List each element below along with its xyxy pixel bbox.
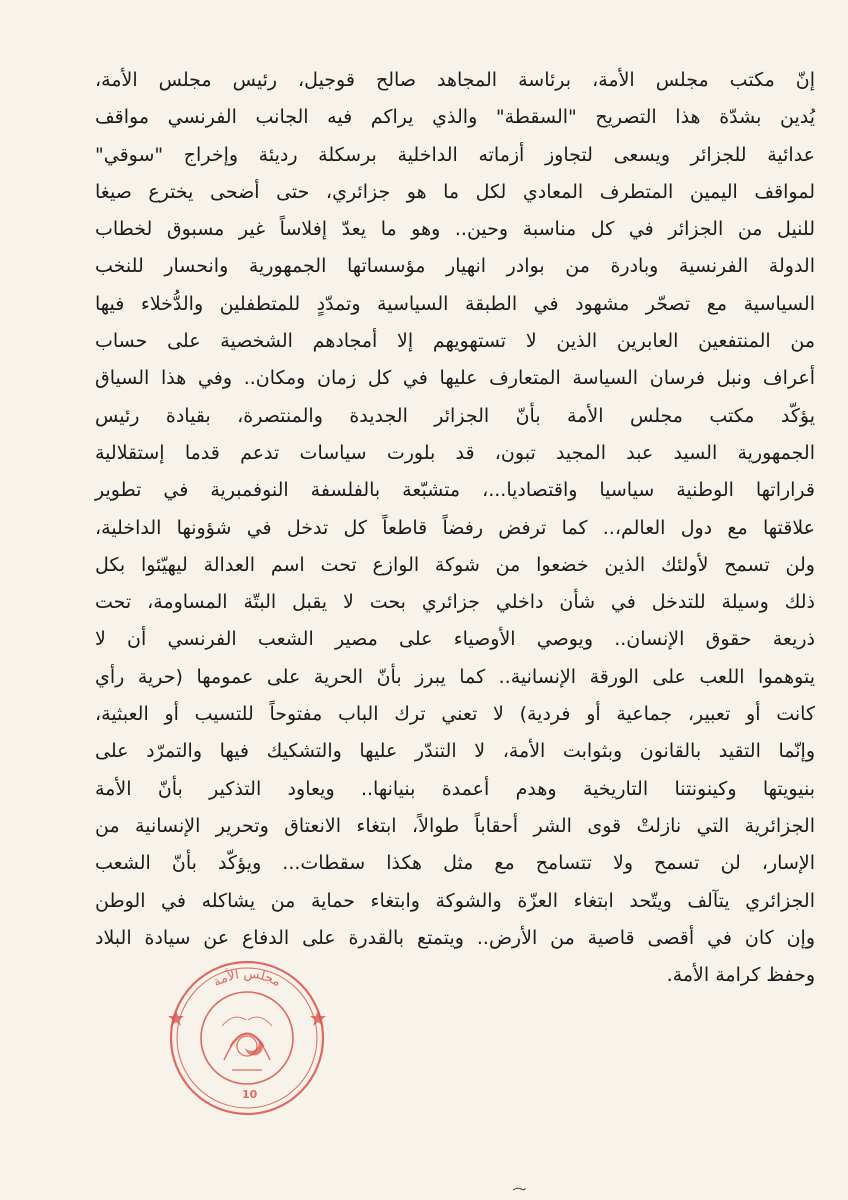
text-line: علاقتها مع دول العالم،.. كما ترفض رفضاً قاطعاً كل تدخل في شؤونها الداخلية،: [95, 516, 815, 539]
text-line: قراراتها الوطنية سياسيا واقتصاديا...، متشبّعة بالفلسفة النوفمبرية في تطوير: [95, 479, 815, 502]
text-line: يتوهموا اللعب على الورقة الإنسانية.. كما يبرز بأنّ الحرية على عمومها (حرية رأي: [95, 665, 815, 688]
text-line: الجزائرية التي نازلتْ قوى الشر أحقاباً طوالاً، ابتغاء الانعتاق وتحرير الإنسانية من: [95, 814, 815, 837]
text-line: إنّ مكتب مجلس الأمة، برئاسة المجاهد صالح قوجيل، رئيس مجلس الأمة،: [95, 69, 815, 91]
text-line: عدائية للجزائر ويسعى لتجاوز أزماته الداخلية برسكلة رديئة وإخراج "سوقي": [95, 143, 815, 166]
svg-text:10: 10: [242, 1088, 258, 1101]
text-line: الإسار، لن تسمح ولا تتسامح مع مثل هكذا سقطات... ويؤكّد بأنّ الشعب: [95, 852, 815, 875]
text-line: كانت أو تعبير، جماعية أو فردية) لا تعني ترك الباب مفتوحاً للتسيب أو العبثية،: [95, 703, 815, 726]
official-stamp: [162, 950, 332, 1120]
text-line-last: وحفظ كرامة الأمة.: [666, 964, 815, 987]
text-line: لمواقف اليمين المتطرف المعادي لكل ما هو جزائري، حتى أضحى يخترع صيغا: [95, 180, 815, 203]
ink-mark: [512, 1186, 526, 1192]
text-line: يؤكّد مكتب مجلس الأمة بأنّ الجزائر الجديدة والمنتصرة، بقيادة رئيس: [95, 404, 815, 427]
text-line: الجزائري يتآلف ويتّحد ابتغاء العزّة والشوكة وابتغاء حماية من يشاكله في الوطن: [95, 889, 815, 912]
text-line: وإنّما التقيد بالقانون وبثوابت الأمة، لا التندّر عليها والتشكيك فيها والتمرّد على: [95, 740, 815, 763]
text-line: للنيل من الجزائر في كل مناسبة وحين.. وهو ما يعدّ إفلاساً غير مسبوق لخطاب: [95, 218, 815, 241]
text-line: ذريعة حقوق الإنسان.. ويوصي الأوصياء على مصير الشعب الفرنسي أن لا: [95, 628, 815, 651]
text-line: ولن تسمح لأولئك الذين خضعوا من شوكة الوازع تحت اسم العدالة ليهيّئوا بكل: [95, 553, 815, 576]
text-line: وإن كان في أقصى قاصية من الأرض.. ويتمتع بالقدرة على الدفاع عن سيادة البلاد: [95, 926, 815, 949]
text-line: أعراف ونبل فرسان السياسة المتعارف عليها في كل زمان ومكان.. وفي هذا السياق: [95, 367, 815, 390]
statement-body: [95, 62, 815, 994]
text-line: من المنتفعين العابرين الذين لا تستهويهم إلا أمجادهم الشخصية على حساب: [95, 330, 815, 353]
text-line: بنيويتها وكينونتنا التاريخية وهدم أعمدة بنيانها.. ويعاود التذكير بأنّ الأمة: [95, 777, 815, 800]
text-line: الجمهورية السيد عبد المجيد تبون، قد بلورت سياسات تدعم قدما إستقلالية: [95, 441, 815, 464]
text-line: السياسية مع تصحّر مشهود في الطبقة السياسية وتمدّدٍ للمتطفلين والدُّخلاء فيها: [95, 292, 815, 315]
text-line: ذلك وسيلة للتدخل في شأن داخلي جزائري بحت لا يقبل البتّة المساومة، تحت: [95, 591, 815, 614]
text-line: الدولة الفرنسية وبادرة من بوادر انهيار مؤسساتها الجمهورية وانحسار للنخب: [95, 255, 815, 278]
text-line: يُدين بشدّة هذا التصريح "السقطة" والذي يراكم فيه الجانب الفرنسي مواقف: [95, 106, 815, 129]
svg-text:مجلس الأمة: مجلس الأمة: [210, 966, 284, 991]
